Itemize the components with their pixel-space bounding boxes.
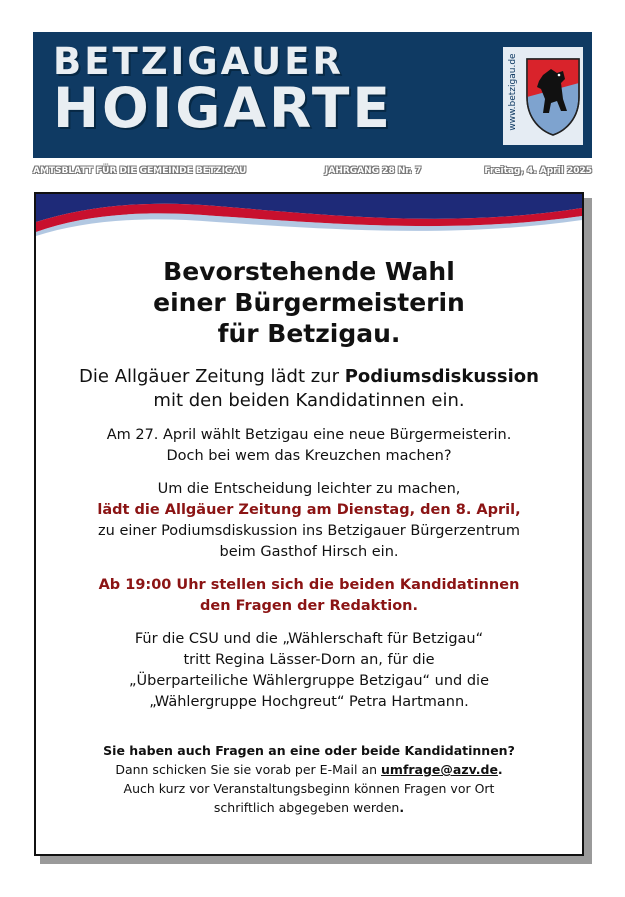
questions-instructions: Dann schicken Sie sie vorab per E-Mail an umfrage@azv.de. Auch kurz vor Veranstaltungsbeginn können Fragen vor Ort schriftlich abgegeben werden. bbox=[115, 762, 503, 815]
coat-of-arms-icon bbox=[523, 53, 583, 139]
announcement-card bbox=[34, 192, 584, 856]
newspaper-title-line2: HOIGARTE bbox=[53, 76, 393, 140]
website-url[interactable]: www.betzigau.de bbox=[508, 53, 518, 131]
subhead-emphasis: Podiumsdiskussion bbox=[344, 366, 539, 387]
headline-line: Bevorstehende Wahl bbox=[163, 257, 455, 286]
crest-panel bbox=[503, 47, 583, 145]
masthead bbox=[33, 32, 592, 158]
paragraph-election-date: Am 27. April wählt Betzigau eine neue Bürgermeisterin. Doch bei wem das Kreuzchen machen? bbox=[106, 427, 512, 464]
article-content bbox=[36, 256, 582, 817]
paragraph-invitation: Um die Entscheidung leichter zu machen, lädt die Allgäuer Zeitung am Dienstag, den 8. April, zu einer Podiumsdiskussion ins Betzigauer Bürgerzentrum beim Gasthof Hirsch ein. bbox=[97, 481, 521, 560]
questions-heading: Sie haben auch Fragen an eine oder beide Kandidatinnen? bbox=[103, 743, 515, 758]
decorative-wave bbox=[36, 194, 582, 244]
issue-info-bar bbox=[33, 166, 592, 180]
issue-date: Freitag, 4. April 2025 bbox=[484, 166, 592, 176]
publication-type: AMTSBLATT FÜR DIE GEMEINDE BETZIGAU bbox=[33, 166, 247, 176]
headline-line: einer Bürgermeisterin bbox=[153, 288, 465, 317]
subheadline: Die Allgäuer Zeitung lädt zur Podiumsdiskussion mit den beiden Kandidatinnen ein. bbox=[79, 366, 539, 411]
issue-number: JAHRGANG 28 Nr. 7 bbox=[325, 166, 422, 176]
paragraph-candidates: Für die CSU und die „Wählerschaft für Betzigau“ tritt Regina Lässer-Dorn an, für die „Überparteiliche Wählergruppe Betzigau“ und die „Wählergruppe Hochgreut“ Petra Hartmann. bbox=[128, 631, 490, 710]
email-link[interactable]: umfrage@azv.de bbox=[381, 762, 498, 777]
invitation-highlight: lädt die Allgäuer Zeitung am Dienstag, den 8. April, bbox=[97, 502, 521, 518]
newspaper-title-line1: BETZIGAUER bbox=[53, 40, 344, 83]
paragraph-time-highlight: Ab 19:00 Uhr stellen sich die beiden Kandidatinnen den Fragen der Redaktion. bbox=[98, 577, 520, 614]
headline-line: für Betzigau. bbox=[217, 319, 401, 348]
headline bbox=[36, 256, 582, 349]
